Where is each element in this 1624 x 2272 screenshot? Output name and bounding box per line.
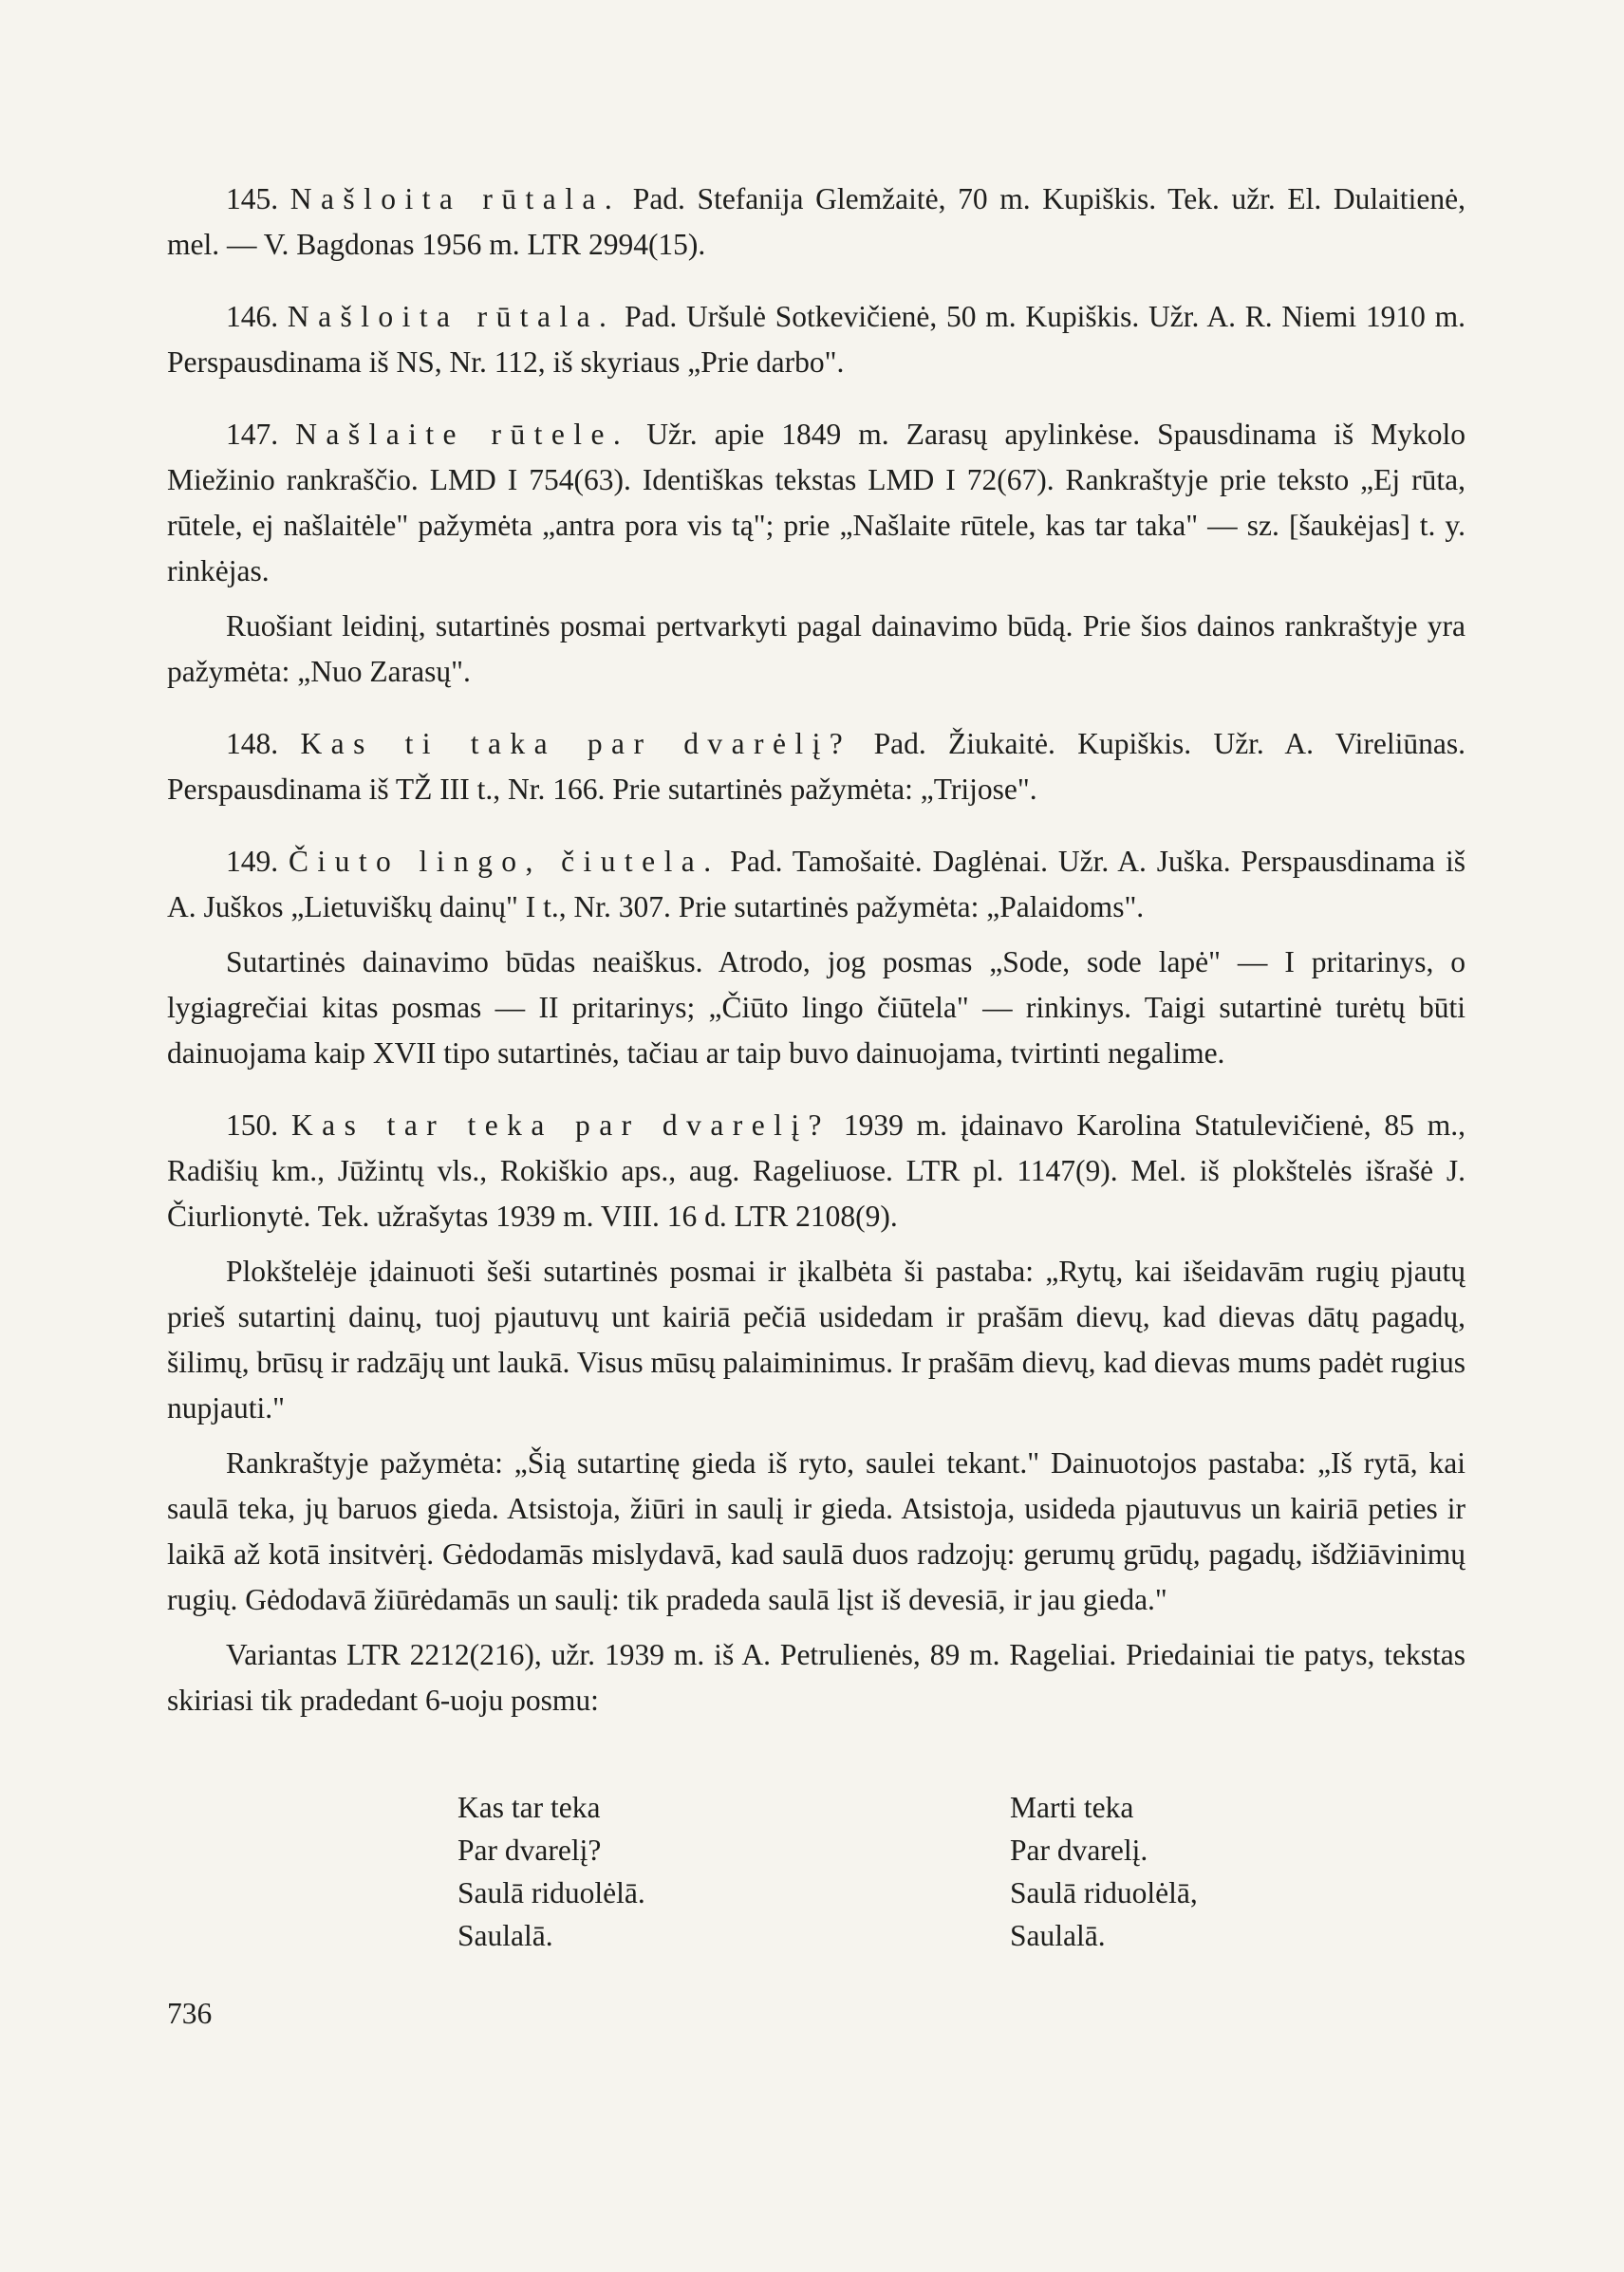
entry-text: Užr. apie 1849 m. Zarasų apylinkėse. Spausdinama iš Mykolo Miežinio rankraščio. LMD I 754(63). Identiškas tekstas LMD I 72(67). Rankraštyje prie teksto „Ej rūta, rūtele, ej našlaitėle" pažymėta „antra pora vis tą"; prie „Našlaite rūtele, kas tar taka" — sz. [šaukėjas] t. y. rinkėjas. (167, 418, 1465, 587)
entry-title: Našloita rūtala. (289, 182, 622, 215)
entry-title: Našloita rūtala. (287, 300, 616, 333)
page-text (167, 177, 1465, 1723)
entry-147-note: Ruošiant leidinį, sutartinės posmai pertvarkyti pagal dainavimo būdą. Prie šios dainos rankraštyje yra pažymėta: „Nuo Zarasų". (167, 609, 1465, 688)
verse-line: Saulā riduolėlā. (457, 1876, 645, 1909)
entry-number: 148. (226, 727, 279, 760)
verse-line: Par dvarelį. (1010, 1834, 1148, 1867)
page-number: 736 (167, 1997, 213, 2030)
entry-text: 1939 m. įdainavo Karolina Statulevičienė, 85 m., Radišių km., Jūžintų vls., Rokiškio aps., aug. Rageliuose. LTR pl. 1147(9). Mel. iš plokštelės išrašė J. Čiurlionytė. Tek. užrašytas 1939 m. VIII. 16 d. LTR 2108(9). (167, 1108, 1466, 1233)
verse-line: Marti teka (1010, 1791, 1134, 1824)
entry-text: Pad. Žiukaitė. Kupiškis. Užr. A. Vireliūnas. Perspausdinama iš TŽ III t., Nr. 166. Prie sutartinės pažymėta: „Trijose". (167, 727, 1465, 806)
entry-text: Pad. Uršulė Sotkevičienė, 50 m. Kupiškis. Užr. A. R. Niemi 1910 m. Perspausdinama iš NS, Nr. 112, iš skyriaus „Prie darbo". (167, 300, 1466, 379)
entry-title: Čiuto lingo, čiutela. (288, 845, 720, 878)
entry-149-note: Sutartinės dainavimo būdas neaiškus. Atrodo, jog posmas „Sode, sode lapė" — I pritarinys, o lygiagrečiai kitas posmas — II pritarinys; „Čiūto lingo čiūtela" — rinkinys. Taigi sutartinė turėtų būti dainuojama kaip XVII tipo sutartinės, tačiau ar taip buvo dainuojama, tvirtinti negalime. (167, 945, 1465, 1070)
entry-150 (167, 1103, 1465, 1239)
entry-147 (167, 412, 1465, 594)
verse-right-column (1010, 1786, 1198, 1957)
entry-number: 146. (226, 300, 279, 333)
entry-number: 145. (226, 182, 279, 215)
entry-150-note-1: Plokštelėje įdainuoti šeši sutartinės posmai ir įkalbėta ši pastaba: „Rytų, kai išeidavām rugių pjautų prieš sutartinį dainų, tuoj pjautuvų unt kairiā pečiā usidedam ir prašām dievų, kad dievas dātų pagadų, šilimų, brūsų ir radzājų unt laukā. Visus mūsų palaiminimus. Ir prašām dievų, kad dievas mums padėt rugius nupjauti." (167, 1255, 1465, 1425)
entry-149 (167, 839, 1465, 930)
entry-text: Pad. Stefanija Glemžaitė, 70 m. Kupiškis. Tek. užr. El. Dulaitienė, mel. — V. Bagdonas 1956 m. LTR 2994(15). (167, 182, 1466, 261)
entry-146 (167, 294, 1465, 385)
verse-line: Par dvarelį? (457, 1834, 602, 1867)
entry-number: 150. (226, 1108, 279, 1142)
entry-title: Kas tar teka par dvarelį? (290, 1108, 831, 1142)
entry-title: Našlaite rūtele. (295, 418, 630, 451)
entry-150-note-2: Rankraštyje pažymėta: „Šią sutartinę gieda iš ryto, saulei tekant." Dainuotojos pastaba: „Iš rytā, kai saulā teka, jų baruos gieda. Atsistoja, žiūri in saulį ir gieda. Atsistoja, usideda pjautuvus un kairiā peties ir laikā až kotā insitvėrį. Gėdodamās mislydavā, kad saulā duos radzojų: gerumų grūdų, pagadų, išdžiāvinimų rugių. Gėdodavā žiūrėdamās un saulį: tik pradeda saulā lįst iš devesiā, ir jau gieda." (167, 1446, 1465, 1616)
verse-line: Kas tar teka (457, 1791, 601, 1824)
entry-number: 147. (226, 418, 279, 451)
verse-line: Saulalā. (1010, 1919, 1106, 1952)
verse-line: Saulā riduolėlā, (1010, 1876, 1198, 1909)
entry-text: Pad. Tamošaitė. Daglėnai. Užr. A. Juška. Perspausdinama iš A. Juškos „Lietuviškų dainų" I t., Nr. 307. Prie sutartinės pažymėta: „Palaidoms". (167, 845, 1465, 923)
entry-150-note-3: Variantas LTR 2212(216), užr. 1939 m. iš A. Petrulienės, 89 m. Rageliai. Priedainiai tie patys, tekstas skiriasi tik pradedant 6-uoju posmu: (167, 1638, 1465, 1717)
entry-148 (167, 721, 1465, 812)
entry-145 (167, 177, 1465, 268)
entry-number: 149. (226, 845, 279, 878)
entry-title: Kas ti taka par dvarėlį? (300, 727, 852, 760)
verse-left-column (457, 1786, 645, 1957)
verse-line: Saulalā. (457, 1919, 553, 1952)
